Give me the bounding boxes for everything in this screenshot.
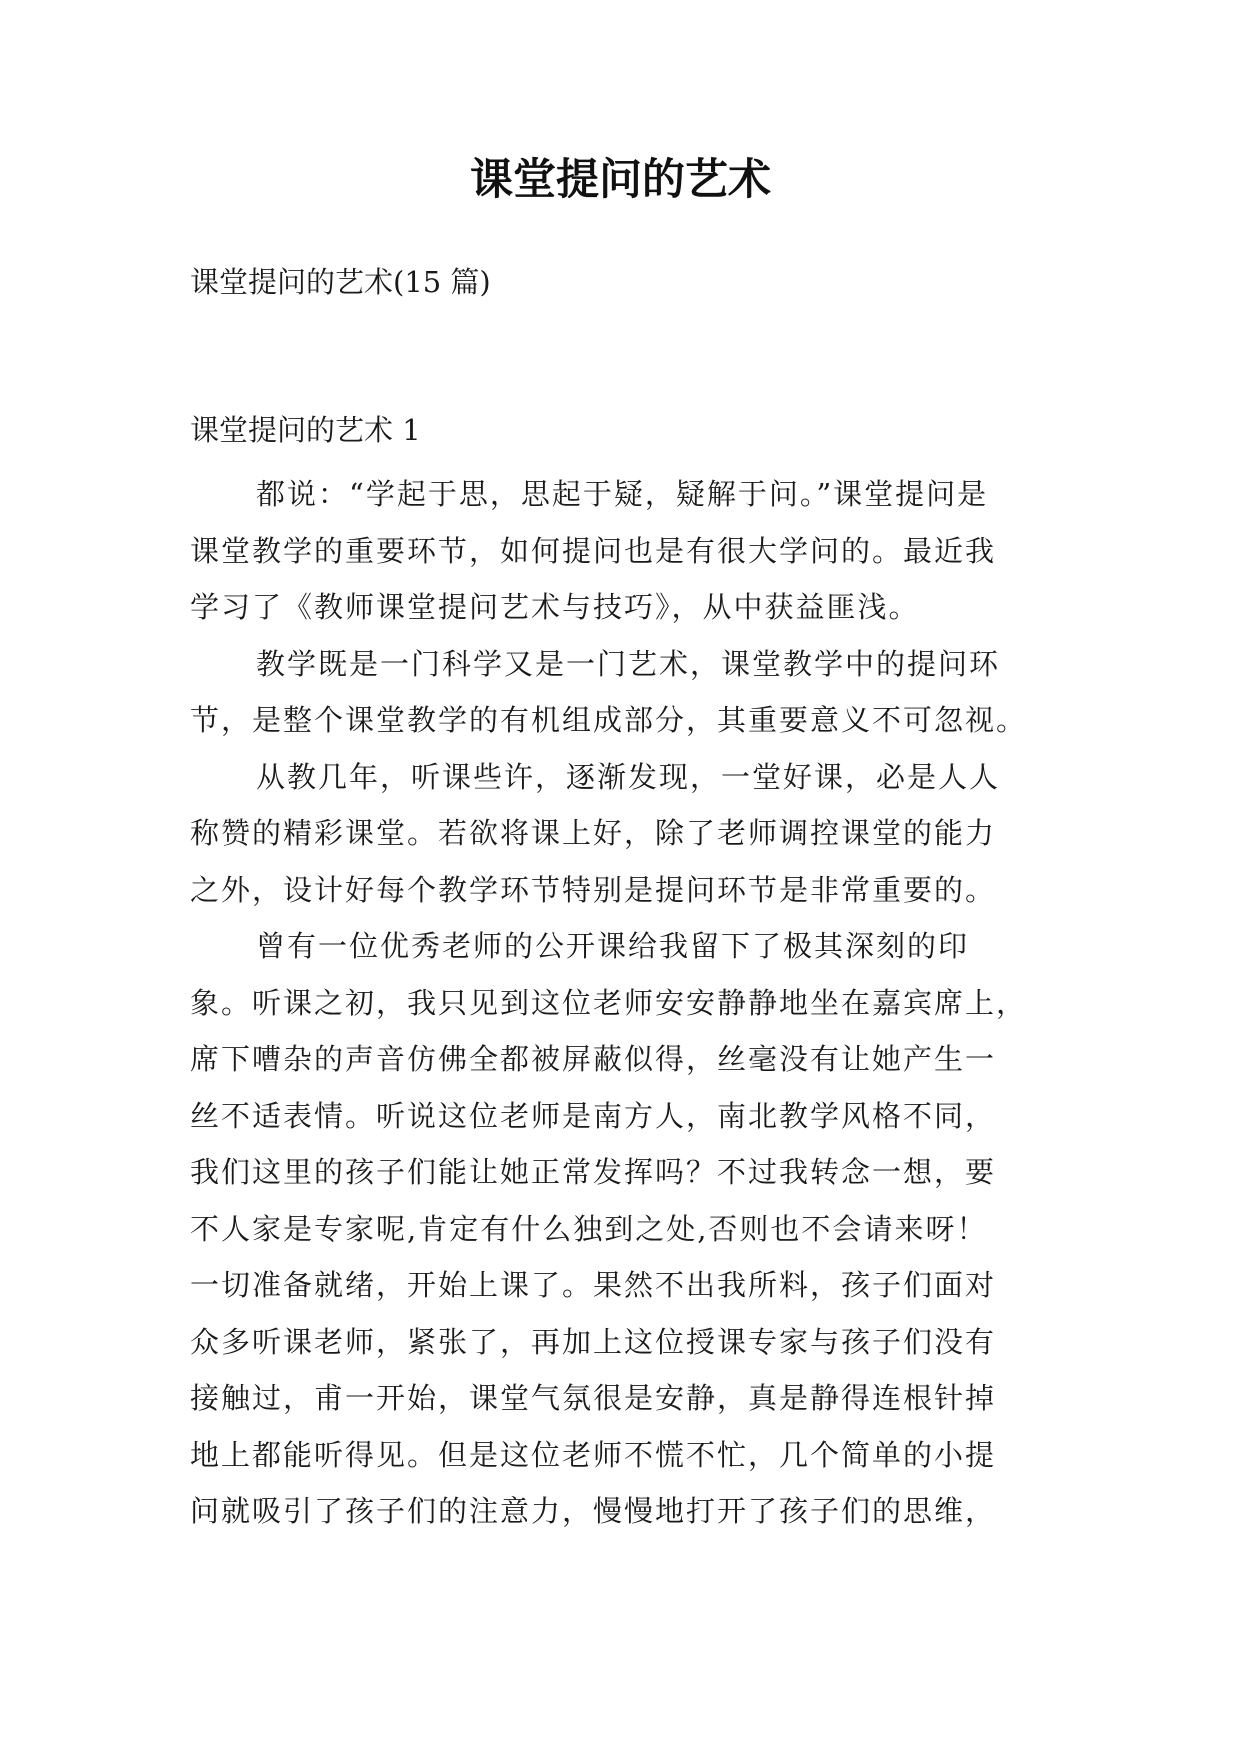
text-line: 教学既是一门科学又是一门艺术，课堂教学中的提问环 — [256, 646, 1001, 681]
text-line: 我们这里的孩子们能让她正常发挥吗？不过我转念一想，要 — [190, 1155, 997, 1189]
section-heading: 课堂提问的艺术 1 — [190, 413, 421, 447]
text-line: 从教几年，听课些许，逐渐发现，一堂好课，必是人人 — [256, 759, 1001, 794]
body-text — [190, 466, 1050, 1540]
text-line: 地上都能听得见。但是这位老师不慌不忙，几个简单的小提 — [190, 1437, 997, 1472]
text-line: 接触过，甫一开始，课堂气氛很是安静，真是静得连根针掉 — [190, 1381, 997, 1415]
text-line: 不人家是专家呢,肯定有什么独到之处,否则也不会请来呀！ — [190, 1211, 988, 1246]
document-subtitle: 课堂提问的艺术(15 篇) — [190, 265, 491, 299]
text-line: 曾有一位优秀老师的公开课给我留下了极其深刻的印 — [256, 929, 970, 963]
text-line: 节，是整个课堂教学的有机组成部分，其重要意义不可忽视。 — [190, 703, 1028, 737]
text-line: 都说：“学起于思，思起于疑，疑解于问。”课堂提问是 — [256, 477, 989, 511]
page-title: 课堂提问的艺术 — [470, 155, 771, 205]
text-line: 象。听课之初，我只见到这位老师安安静静地坐在嘉宾席上， — [190, 985, 1028, 1020]
text-line: 丝不适表情。听说这位老师是南方人，南北教学风格不同， — [190, 1098, 997, 1133]
text-line: 课堂教学的重要环节，如何提问也是有很大学问的。最近我 — [190, 533, 997, 568]
text-line: 众多听课老师，紧张了，再加上这位授课专家与孩子们没有 — [190, 1324, 997, 1359]
text-line: 一切准备就绪，开始上课了。果然不出我所料，孩子们面对 — [190, 1268, 997, 1302]
text-line: 之外，设计好每个教学环节特别是提问环节是非常重要的。 — [190, 872, 997, 907]
text-line: 称赞的精彩课堂。若欲将课上好，除了老师调控课堂的能力 — [190, 816, 997, 850]
text-line: 学习了《教师课堂提问艺术与技巧》，从中获益匪浅。 — [190, 590, 920, 624]
text-line: 席下嘈杂的声音仿佛全都被屏蔽似得，丝毫没有让她产生一 — [190, 1042, 997, 1076]
text-line: 问就吸引了孩子们的注意力，慢慢地打开了孩子们的思维， — [190, 1494, 997, 1528]
